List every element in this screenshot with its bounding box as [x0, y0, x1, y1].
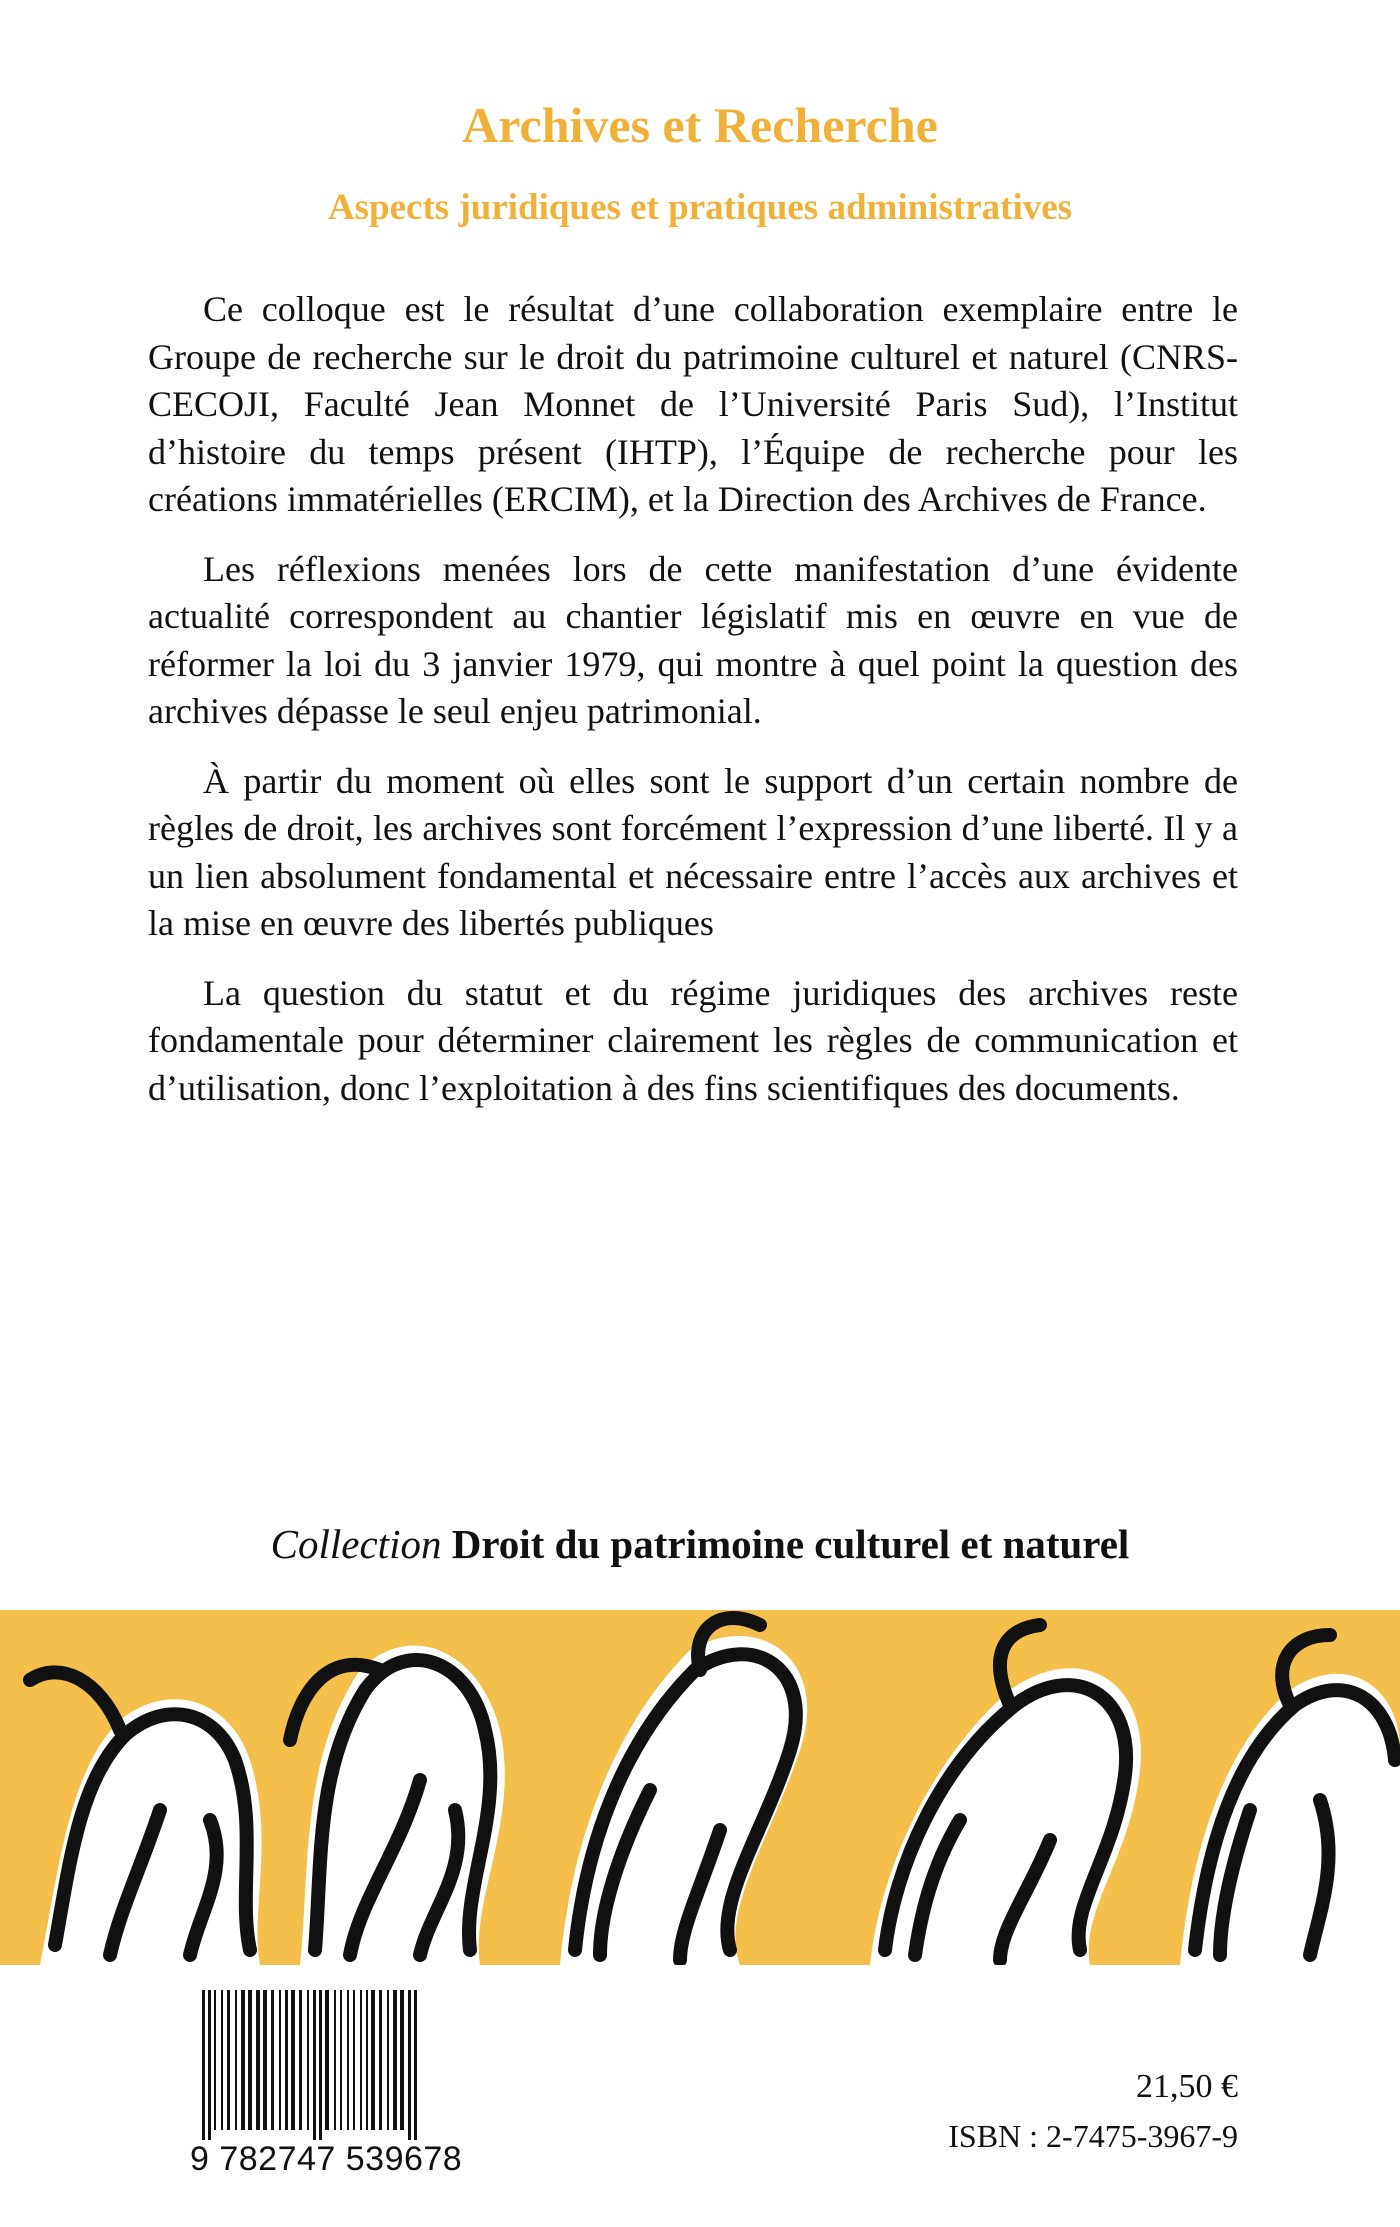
barcode-bar — [208, 1990, 211, 2140]
price: 21,50 € — [1136, 2068, 1238, 2105]
barcode-bar — [263, 1990, 267, 2130]
barcode — [190, 1990, 475, 2185]
barcode-bar — [353, 1990, 355, 2130]
barcode-bar — [371, 1990, 375, 2130]
barcode-bar — [400, 1990, 404, 2130]
barcode-bar — [235, 1990, 237, 2130]
paragraph: À partir du moment où elles sont le support d’un certain nombre de règles de droit, les archives sont forcément l’expression d’une liberté. Il y a un lien absolument fondamental et nécessaire entre l’accès aux archives et la mise en œuvre des libertés publiques — [148, 760, 1238, 943]
barcode-bar — [285, 1990, 288, 2130]
isbn: ISBN : 2-7475-3967-9 — [948, 2118, 1238, 2154]
barcode-bar — [334, 1990, 336, 2130]
barcode-bar — [379, 1990, 382, 2130]
barcode-bar — [319, 1990, 322, 2140]
barcode-bar — [340, 1990, 342, 2130]
barcode-bar — [307, 1990, 309, 2130]
barcode-bar — [221, 1990, 223, 2130]
paragraph: Ce colloque est le résultat d’une collaboration exemplaire entre le Groupe de recherche sur le droit du patrimoine culturel et naturel (CNRS-CECOJI, Faculté Jean Monnet de l’Université Paris Sud), l’Institut d’histoire du temps présent (IHTP), l’Équipe de recherche pour les créations immatérielles (ERCIM), et la Direction des Archives de France. — [148, 289, 1238, 519]
dancing-figures-illustration — [0, 1610, 1400, 1965]
barcode-bar — [387, 1990, 389, 2130]
paragraph: Les réflexions menées lors de cette manifestation d’une évidente actualité correspondent au chantier législatif mis en œuvre en vue de réformer la loi du 3 janvier 1979, qui montre à quel point la question des archives dépasse le seul enjeu patrimonial. — [148, 548, 1238, 731]
barcode-bar — [347, 1990, 349, 2130]
barcode-bar — [408, 1990, 411, 2140]
barcode-bar — [248, 1990, 252, 2130]
barcode-bar — [291, 1990, 295, 2130]
collection-lead: Collection — [270, 1521, 442, 1567]
paragraph: La question du statut et du régime juridiques des archives reste fondamentale pour déterminer clairement les règles de communication et d’utilisation, donc l’exploitation à des fins scientifiques des documents. — [148, 972, 1238, 1108]
barcode-bar — [227, 1990, 230, 2130]
barcode-bar — [271, 1990, 274, 2130]
barcode-bar — [256, 1990, 260, 2130]
barcode-bar — [214, 1990, 216, 2130]
barcode-digits: 9 782747 539678 — [190, 2140, 463, 2178]
back-cover-text — [148, 286, 1238, 1134]
illustration-band — [0, 1610, 1400, 1965]
collection-line — [0, 1520, 1400, 1568]
barcode-bar — [393, 1990, 397, 2130]
barcode-bars — [190, 1990, 475, 2140]
collection-name: Droit du patrimoine culturel et naturel — [451, 1521, 1130, 1567]
barcode-bar — [366, 1990, 368, 2130]
book-subtitle: Aspects juridiques et pratiques administratives — [327, 187, 1073, 228]
barcode-bar — [241, 1990, 245, 2130]
barcode-bar — [202, 1990, 205, 2140]
barcode-bar — [360, 1990, 362, 2130]
barcode-bar — [279, 1990, 281, 2130]
barcode-bar — [313, 1990, 316, 2140]
barcode-bar — [414, 1990, 417, 2140]
barcode-bar — [325, 1990, 329, 2130]
barcode-bar — [299, 1990, 302, 2130]
book-title: Archives et Recherche — [462, 97, 938, 153]
